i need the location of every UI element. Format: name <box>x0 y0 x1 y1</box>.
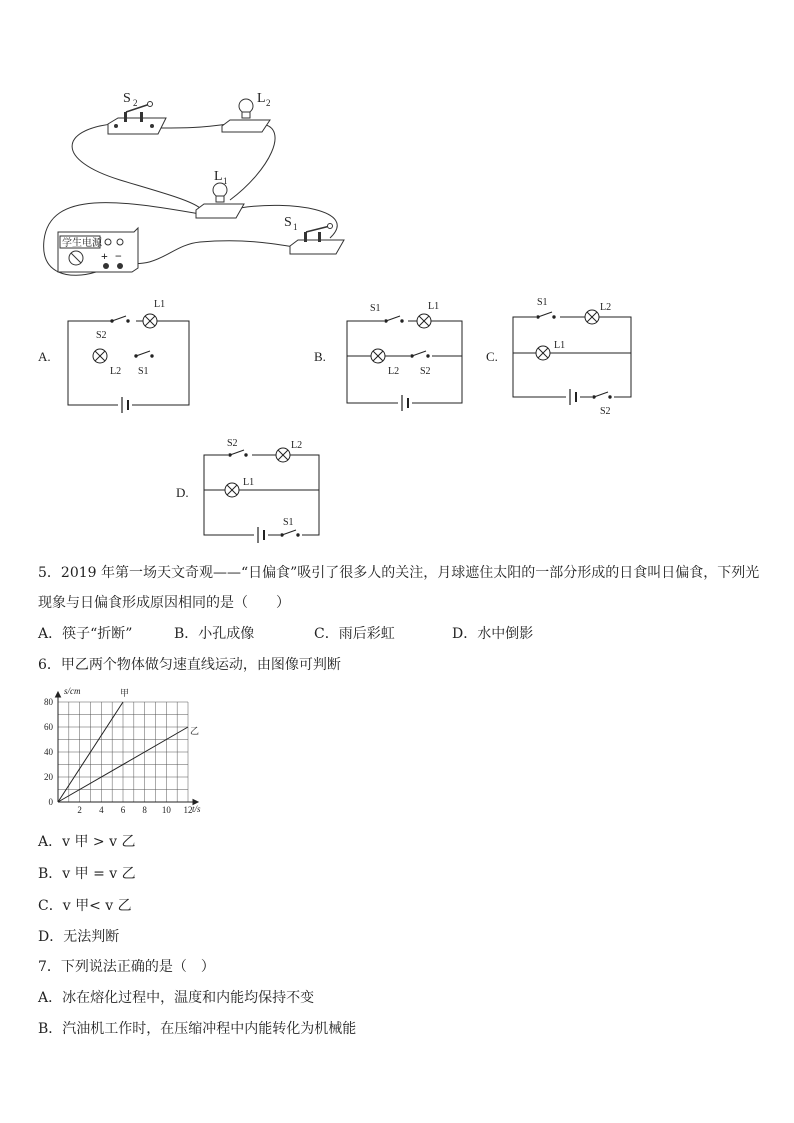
q6-option-a[interactable]: A．v 甲 > v 乙 <box>38 834 136 850</box>
svg-text:L1: L1 <box>428 301 440 312</box>
y-axis-label: s/cm <box>64 686 81 696</box>
option-b-lamp-l1 <box>417 314 431 328</box>
x-tick-label: 12 <box>183 805 193 815</box>
y-axis-arrow <box>56 692 61 697</box>
svg-text:学生电源: 学生电源 <box>62 238 102 249</box>
q7-stem: 7．下列说法正确的是（ ） <box>38 959 215 975</box>
q6-stem: 6．甲乙两个物体做匀速直线运动，由图像可判断 <box>38 657 341 673</box>
svg-text:S2: S2 <box>96 330 107 341</box>
label-s2: S <box>123 91 131 106</box>
option-c-circuit <box>513 311 631 406</box>
svg-text:L2: L2 <box>110 366 122 377</box>
option-d-lamp-l2 <box>276 448 290 462</box>
option-b-lamp-l2 <box>371 349 385 363</box>
q5-stem-line2: 现象与日偏食形成原因相同的是（ ） <box>38 595 290 611</box>
svg-text:1: 1 <box>223 176 228 186</box>
svg-text:2: 2 <box>266 98 271 108</box>
q7-option-b[interactable]: B．汽油机工作时，在压缩冲程中内能转化为机械能 <box>38 1021 357 1037</box>
y-tick-label: 60 <box>44 722 53 732</box>
label-l1: L <box>214 169 223 184</box>
y-tick-label: 80 <box>44 697 53 707</box>
svg-text:L1: L1 <box>154 299 166 310</box>
y-tick-label: 0 <box>48 797 53 807</box>
st-graph <box>30 684 220 819</box>
x-tick-label: 2 <box>77 805 82 815</box>
x-tick-label: 4 <box>99 805 104 815</box>
svg-text:S2: S2 <box>227 438 238 449</box>
label-s1: S <box>284 215 292 230</box>
circuit-options <box>0 290 794 550</box>
option-b-circuit <box>347 315 462 412</box>
physical-circuit-illustration <box>40 80 360 290</box>
option-d-letter: D. <box>176 485 189 500</box>
series-label-yi: 乙 <box>190 726 200 736</box>
option-a-letter: A. <box>38 349 51 364</box>
svg-text:2: 2 <box>133 98 138 108</box>
svg-text:+: + <box>101 249 108 263</box>
x-tick-label: 8 <box>142 805 147 815</box>
option-a-circuit <box>68 315 189 414</box>
svg-text:S1: S1 <box>283 517 294 528</box>
option-c-letter: C. <box>486 349 498 364</box>
student-power-supply <box>58 228 138 272</box>
q5-option-d[interactable]: D．水中倒影 <box>452 626 534 642</box>
q5-stem-line1: 5．2019 年第一场天文奇观——“日偏食”吸引了很多人的关注，月球遮住太阳的一部分形成的日食叫日偏食，下列光 <box>38 565 760 581</box>
svg-text:−: − <box>115 249 122 263</box>
q6-option-c[interactable]: C．v 甲< v 乙 <box>38 898 132 914</box>
svg-text:L2: L2 <box>291 440 303 451</box>
svg-text:L1: L1 <box>243 477 255 488</box>
svg-text:S1: S1 <box>537 297 548 308</box>
series-label-jia: 甲 <box>120 688 130 698</box>
option-a-lamp-l1 <box>143 314 157 328</box>
svg-text:S2: S2 <box>420 366 431 377</box>
svg-text:S1: S1 <box>370 303 381 314</box>
svg-text:S2: S2 <box>600 406 611 417</box>
x-tick-label: 10 <box>161 805 171 815</box>
option-d-circuit <box>204 449 319 544</box>
q6-option-d[interactable]: D．无法判断 <box>38 929 120 945</box>
switch-s1 <box>290 224 344 255</box>
q5-option-c[interactable]: C．雨后彩虹 <box>314 626 395 642</box>
x-axis-label: t/s <box>192 804 201 814</box>
option-d-lamp-l1 <box>225 483 239 497</box>
svg-text:1: 1 <box>293 222 298 232</box>
svg-text:L2: L2 <box>388 366 400 377</box>
svg-text:L1: L1 <box>554 340 566 351</box>
option-a-lamp-l2 <box>93 349 107 363</box>
svg-text:S1: S1 <box>138 366 149 377</box>
option-c-lamp-l2 <box>585 310 599 324</box>
q6-option-b[interactable]: B．v 甲 = v 乙 <box>38 866 136 882</box>
x-tick-label: 6 <box>120 805 126 815</box>
label-l2: L <box>257 91 266 106</box>
q5-option-b[interactable]: B．小孔成像 <box>174 626 255 642</box>
svg-text:L2: L2 <box>600 302 612 313</box>
graph-grid <box>58 702 188 802</box>
y-tick-label: 20 <box>44 772 53 782</box>
bulb-l1 <box>196 183 244 218</box>
option-b-letter: B. <box>314 349 326 364</box>
q5-option-a[interactable]: A．筷子“折断” <box>38 626 133 642</box>
option-c-lamp-l1 <box>536 346 550 360</box>
q7-option-a[interactable]: A．冰在熔化过程中，温度和内能均保持不变 <box>38 990 315 1006</box>
y-tick-label: 40 <box>44 747 53 757</box>
